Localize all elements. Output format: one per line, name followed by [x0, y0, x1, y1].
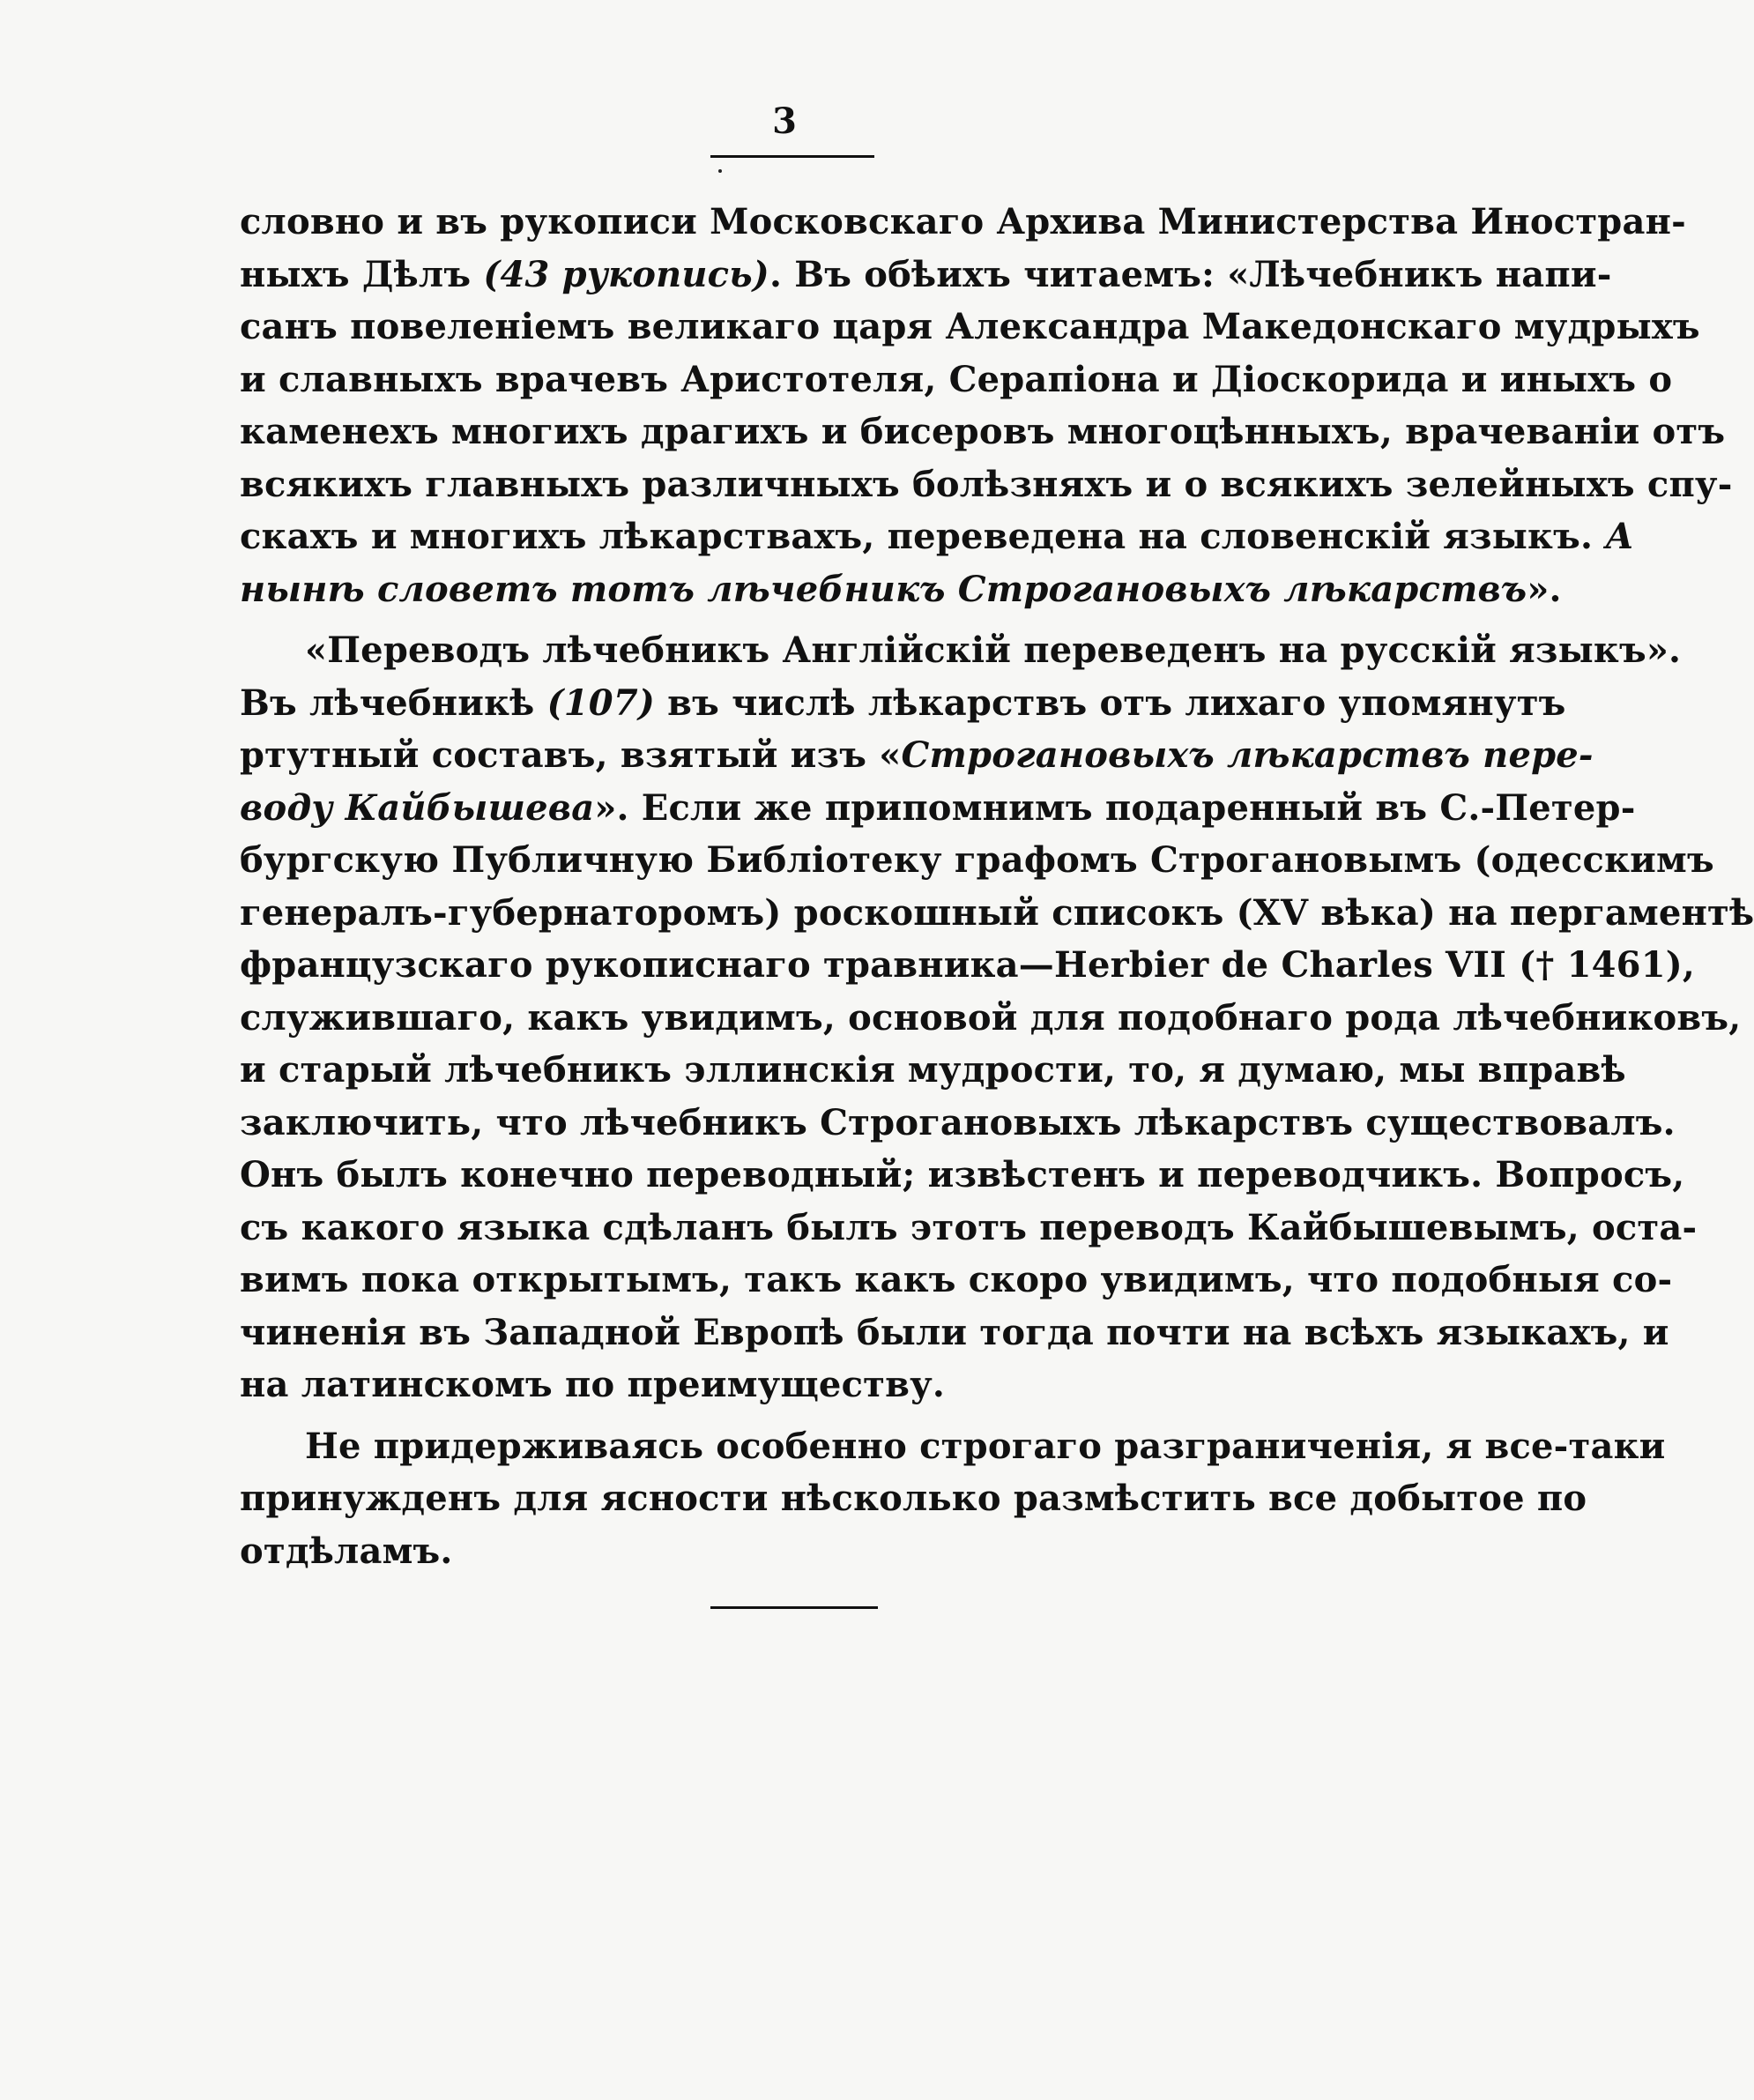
text-run: съ какого языка сдѣланъ былъ этотъ переводъ Кайбышевымъ, оста- — [240, 1206, 1698, 1248]
paragraph-gap — [240, 615, 1349, 624]
end-rule — [710, 1606, 878, 1609]
text-line — [240, 510, 1634, 563]
text-run: заключить, что лѣчебникъ Строгановыхъ лѣкарствъ существовалъ. — [240, 1101, 1676, 1143]
text-run: «Переводъ лѣчебникъ Англійскій переведенъ на русскій языкъ». — [305, 629, 1682, 671]
text-line — [240, 887, 1754, 940]
italic-text-run: (107) — [546, 681, 655, 724]
text-run: чиненія въ Западной Европѣ были тогда почти на всѣхъ языкахъ, и — [240, 1311, 1669, 1353]
italic-text-run: А — [1605, 516, 1634, 557]
text-run: ». — [1527, 568, 1562, 610]
text-run: на латинскомъ по преимуществу. — [240, 1364, 946, 1405]
text-run: . Въ обѣихъ читаемъ: «Лѣчебникъ напи- — [769, 253, 1612, 295]
text-run: каменехъ многихъ драгихъ и бисеровъ многоцѣнныхъ, врачеваніи отъ — [240, 411, 1726, 452]
text-run: Онъ былъ конечно переводный; извѣстенъ и переводчикъ. Вопросъ, — [240, 1154, 1685, 1195]
text-run: ». Если же припомнимъ подаренный въ С.-Петер- — [594, 786, 1636, 829]
italic-text-run: Строгановыхъ лѣкарствъ пере- — [901, 734, 1594, 776]
text-line — [240, 1254, 1673, 1307]
text-line — [240, 1359, 1349, 1411]
text-run: ртутный составъ, взятый изъ « — [240, 734, 902, 776]
ink-speck — [718, 169, 722, 173]
text-line — [240, 677, 1566, 730]
italic-text-run: нынѣ словетъ тотъ лѣчебникъ Строгановыхъ лѣкарствъ — [240, 568, 1527, 610]
text-run: отдѣламъ. — [240, 1530, 453, 1572]
text-line — [240, 458, 1733, 511]
text-run: словно и въ рукописи Московскаго Архива Министерства Иностран- — [240, 201, 1686, 242]
italic-text-run: (43 рукопись) — [483, 253, 769, 295]
text-line — [240, 729, 1594, 782]
text-run: Въ лѣчебникѣ — [240, 681, 547, 724]
paragraph-gap — [240, 1411, 1349, 1420]
text-run: ныхъ Дѣлъ — [240, 253, 484, 295]
text-line — [240, 1097, 1676, 1150]
text-run: и старый лѣчебникъ эллинскія мудрости, то, я думаю, мы вправѣ — [240, 1049, 1626, 1091]
text-line — [240, 1202, 1698, 1255]
text-line — [240, 782, 1636, 835]
text-run: всякихъ главныхъ различныхъ болѣзняхъ и о всякихъ зелейныхъ спу- — [240, 463, 1733, 505]
text-line — [240, 301, 1700, 354]
text-run: въ числѣ лѣкарствъ отъ лихаго упомянутъ — [655, 681, 1566, 724]
text-run: принужденъ для ясности нѣсколько размѣстить все добытое по — [240, 1478, 1587, 1519]
text-run: французскаго рукописнаго травника—Herbier de Charles VII († 1461), — [240, 944, 1695, 986]
page-number: 3 — [772, 101, 797, 142]
italic-text-run: воду Кайбышева — [240, 786, 595, 829]
text-line — [240, 1149, 1685, 1202]
text-line — [240, 1420, 1666, 1473]
text-run: служившаго, какъ увидимъ, основой для подобнаго рода лѣчебниковъ, — [240, 996, 1742, 1039]
text-line — [240, 406, 1726, 458]
text-line — [240, 939, 1695, 992]
text-run: скахъ и многихъ лѣкарствахъ, переведена на словенскій языкъ. — [240, 516, 1606, 557]
header-rule — [710, 155, 874, 158]
text-line — [240, 1044, 1626, 1097]
text-run: санъ повеленіемъ великаго царя Александра Македонскаго мудрыхъ — [240, 306, 1700, 347]
text-run: генералъ-губернаторомъ) роскошный списокъ (XV вѣка) на пергаментѣ — [240, 891, 1754, 934]
text-run: бургскую Публичную Библіотеку графомъ Строгановымъ (одесскимъ — [240, 839, 1714, 881]
text-line — [240, 624, 1682, 677]
text-run: вимъ пока открытымъ, такъ какъ скоро увидимъ, что подобныя со- — [240, 1259, 1673, 1300]
text-run: и славныхъ врачевъ Аристотеля, Серапіона и Діоскорида и иныхъ о — [240, 358, 1673, 400]
text-run: Не придерживаясь особенно строгаго разграниченія, я все-таки — [305, 1425, 1666, 1467]
text-line — [240, 992, 1742, 1045]
text-line — [240, 354, 1673, 406]
text-line — [240, 196, 1686, 249]
text-line — [240, 1472, 1587, 1525]
text-line — [240, 249, 1612, 302]
text-line — [240, 563, 1562, 616]
body-text — [240, 196, 1754, 1577]
text-line — [240, 1525, 1349, 1578]
text-line — [240, 834, 1714, 887]
text-line — [240, 1307, 1669, 1359]
